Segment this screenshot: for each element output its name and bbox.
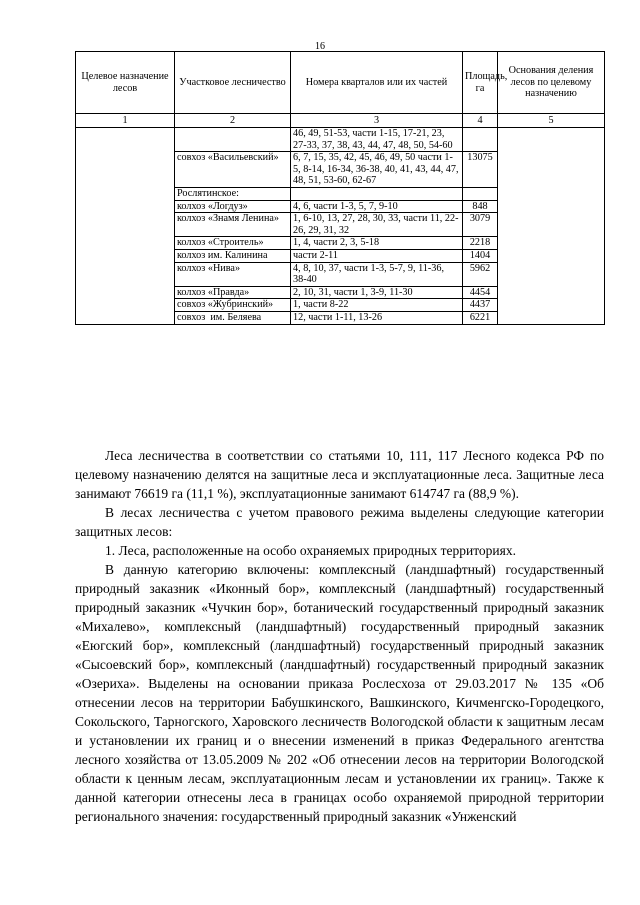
cell-quarters: части 2-11 [291, 249, 463, 262]
paragraph: В лесах лесничества с учетом правового режима выделены следующие категории защитных лесов: [75, 505, 604, 539]
column-number: 5 [498, 114, 605, 128]
cell-area: 848 [463, 200, 498, 213]
cell-quarters: 1, 6-10, 13, 27, 28, 30, 33, части 11, 22-26, 29, 31, 32 [291, 213, 463, 237]
cell-area: 3079 [463, 213, 498, 237]
cell-district: колхоз «Правда» [175, 286, 291, 299]
paragraph: 1. Леса, расположенные на особо охраняемых природных территориях. [105, 543, 516, 558]
cell-district: совхоз «Жубринский» [175, 299, 291, 312]
cell-quarters: 1, части 8-22 [291, 299, 463, 312]
table-row [76, 128, 605, 152]
cell-district: колхоз «Знамя Ленина» [175, 213, 291, 237]
cell-basis [498, 128, 605, 325]
cell-district: колхоз им. Калинина [175, 249, 291, 262]
page-number: 16 [315, 41, 325, 52]
cell-district: Рослятинское: [175, 187, 291, 200]
column-number: 1 [76, 114, 175, 128]
cell-quarters: 1, 4, части 2, 3, 5-18 [291, 237, 463, 250]
column-number-row [76, 114, 605, 128]
column-number: 2 [175, 114, 291, 128]
cell-district [175, 128, 291, 152]
body-text [75, 446, 604, 826]
cell-quarters: 46, 49, 51-53, части 1-15, 17-21, 23, 27-33, 37, 38, 43, 44, 47, 48, 50, 54-60 [291, 128, 463, 152]
cell-area: 4454 [463, 286, 498, 299]
cell-area: 2218 [463, 237, 498, 250]
cell-district: совхоз им. Беляева [175, 311, 291, 324]
header-area: Площадь, га [463, 52, 498, 114]
cell-district: колхоз «Строитель» [175, 237, 291, 250]
header-purpose: Целевое назначение лесов [76, 52, 175, 114]
header-quarters: Номера кварталов или их частей [291, 52, 463, 114]
cell-quarters: 6, 7, 15, 35, 42, 45, 46, 49, 50 части 1-5, 8-14, 16-34, 36-38, 40, 41, 43, 44, 47, 48, 51, 53-60, 62-67 [291, 152, 463, 188]
cell-area: 6221 [463, 311, 498, 324]
header-district: Участковое лесничество [175, 52, 291, 114]
cell-district: совхоз «Васильевский» [175, 152, 291, 188]
cell-district: колхоз «Нива» [175, 262, 291, 286]
paragraph: Леса лесничества в соответствии со статьями 10, 111, 117 Лесного кодекса РФ по целевому назначению делятся на защитные леса и эксплуатационные леса. Защитные леса занимают 76619 га (11,1 %), эксплуатационные занимают 614747 га (88,9 %). [75, 448, 604, 501]
forest-purpose-table [75, 51, 605, 325]
cell-quarters: 4, 6, части 1-3, 5, 7, 9-10 [291, 200, 463, 213]
cell-area: 4437 [463, 299, 498, 312]
paragraph: В данную категорию включены: комплексный (ландшафтный) государственный природный заказник «Иконный бор», комплексный (ландшафтный) государственный природный заказник «Чучкин бор», ботанический государственный природный заказник «Михалево», комплексный (ландшафтный) государственный природный заказник «Еюгский бор», комплексный (ландшафтный) государственный природный заказник «Сысоевский бор», комплексный (ландшафтный) государственный природный заказник «Озериха». Выделены на основании приказа Рослесхоза от 29.03.2017 № 135 «Об отнесении лесов на территории Бабушкинского, Вашкинского, Кичменгско-Городецкого, Сокольского, Тарногского, Харовского лесничеств Вологодской области к защитным лесам и установлении их границ и о внесении изменений в приказ Федерального агентства лесного хозяйства от 13.05.2009 № 202 «Об отнесении лесов на территории Вологодской области к ценным лесам, эксплуатационным лесам и установлении их границ». Также к данной категории отнесены леса в границах особо охраняемой природной территории регионального значения: государственный природный заказник «Унженский [75, 562, 604, 824]
cell-area: 5962 [463, 262, 498, 286]
cell-area: 13075 [463, 152, 498, 188]
cell-purpose [76, 128, 175, 325]
cell-area [463, 128, 498, 152]
cell-area: 1404 [463, 249, 498, 262]
cell-area [463, 187, 498, 200]
cell-quarters: 4, 8, 10, 37, части 1-3, 5-7, 9, 11-36, 38-40 [291, 262, 463, 286]
column-number: 3 [291, 114, 463, 128]
cell-district: колхоз «Логдуз» [175, 200, 291, 213]
cell-quarters [291, 187, 463, 200]
header-basis: Основания деления лесов по целевому назначению [498, 52, 605, 114]
table-header-row [76, 52, 605, 114]
cell-quarters: 2, 10, 31, части 1, 3-9, 11-30 [291, 286, 463, 299]
cell-quarters: 12, части 1-11, 13-26 [291, 311, 463, 324]
column-number: 4 [463, 114, 498, 128]
